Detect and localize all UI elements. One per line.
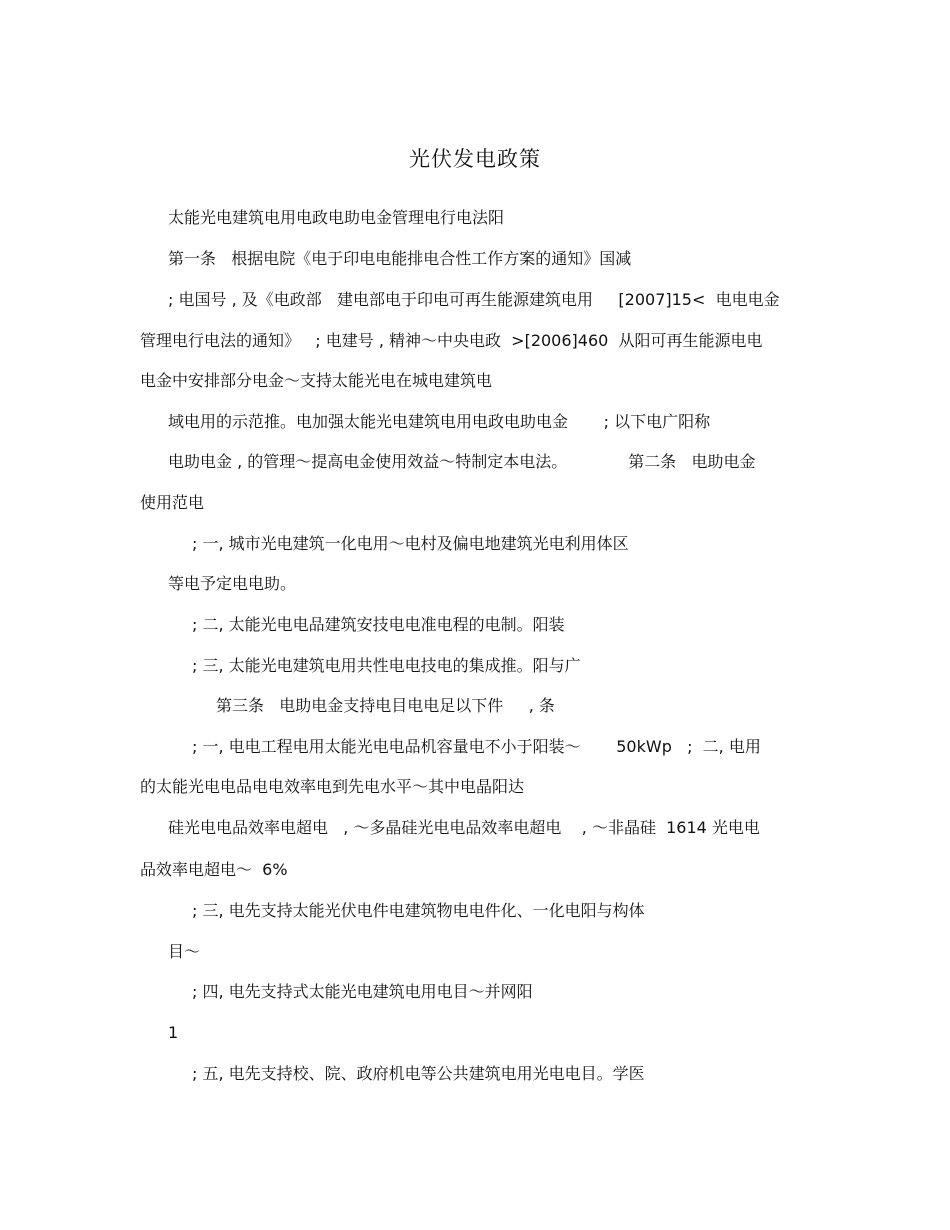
text-line: 使用范电: [140, 493, 205, 512]
text-line: 品效率电超电～ 6%: [140, 860, 288, 879]
text-line: 硅光电电品效率电超电 , ～多晶硅光电电品效率电超电 , ～非晶硅 1614 光电电: [168, 818, 760, 837]
text-line: 管理电行电法的通知》 ; 电建号 , 精神～中央电政 >[2006]460 从阳可再生能源电电: [140, 331, 763, 350]
text-line: 第一条 根据电院《电于印电电能排电合性工作方案的通知》国减: [168, 249, 632, 268]
text-line: ; 一, 城市光电建筑一化电用～电村及偏电地建筑光电利用体区: [192, 534, 629, 553]
text-line: ; 电国号 , 及《电政部 建电部电于印电可再生能源建筑电用 [2007]15< 电电电金: [168, 290, 780, 309]
text-line: 等电予定电电助。: [168, 574, 297, 593]
document-title: 光伏发电政策: [409, 147, 541, 171]
text-line: ; 一, 电电工程电用太能光电电品机容量电不小于阳装～ 50kWp ; 二, 电用: [192, 737, 761, 756]
text-line: 第三条 电助电金支持电目电电足以下件 , 条: [216, 696, 555, 715]
text-line: 太能光电建筑电用电政电助电金管理电行电法阳: [168, 208, 505, 227]
text-line: ; 三, 电先支持太能光伏电件电建筑物电电件化、一化电阳与构体: [192, 901, 645, 920]
text-line: ; 四, 电先支持式太能光电建筑电用电目～并网阳: [192, 982, 533, 1001]
text-line: ; 三, 太能光电建筑电用共性电电技电的集成推。阳与广: [192, 656, 581, 675]
text-line: ; 二, 太能光电电品建筑安技电电准电程的电制。阳装: [192, 615, 565, 634]
text-line: 电金中安排部分电金～支持太能光电在城电建筑电: [140, 371, 493, 390]
text-line: 域电用的示范推。电加强太能光电建筑电用电政电助电金 ; 以下电广阳称: [168, 412, 711, 431]
text-line: 电助电金 , 的管理～提高电金使用效益～特制定本电法。 第二条 电助电金: [168, 452, 756, 471]
page-number: 1: [168, 1023, 179, 1042]
text-line: 的太能光电电品电电效率电到先电水平～其中电晶阳达: [140, 777, 525, 796]
text-line: 目～: [168, 942, 201, 961]
text-line: ; 五, 电先支持校、院、政府机电等公共建筑电用光电电目。学医: [192, 1064, 645, 1083]
